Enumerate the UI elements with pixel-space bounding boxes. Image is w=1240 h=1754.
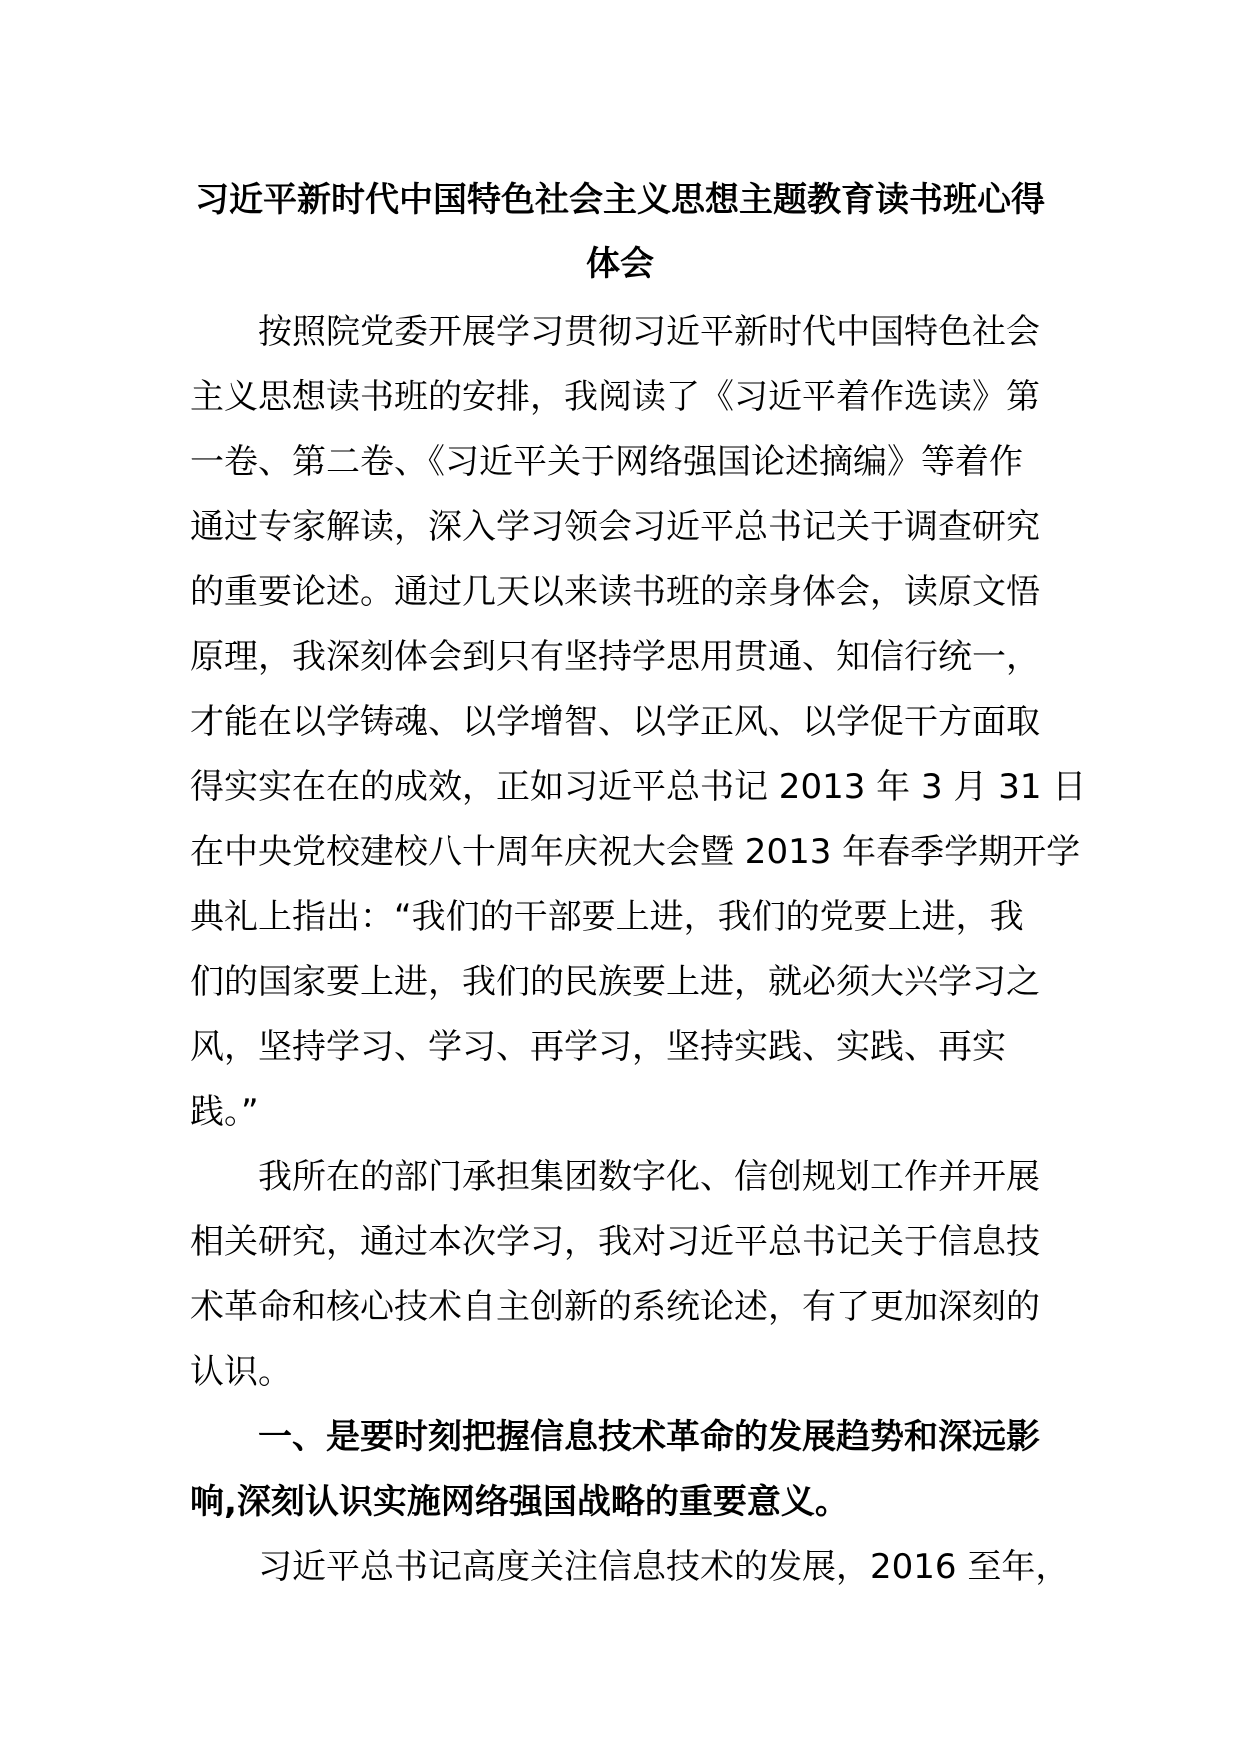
section-heading-line: 响,深刻认识实施网络强国战略的重要意义。 — [190, 1482, 849, 1522]
paragraph-line: 习近平总书记高度关注信息技术的发展，2016 至年， — [258, 1547, 1070, 1587]
paragraph-line: 认识。 — [190, 1352, 292, 1392]
paragraph-line: 典礼上指出：“我们的干部要上进，我们的党要上进，我 — [190, 897, 1024, 937]
paragraph-line: 得实实在在的成效，正如习近平总书记 2013 年 3 月 31 日 — [190, 767, 1087, 807]
paragraph-line: 在中央党校建校八十周年庆祝大会暨 2013 年春季学期开学 — [190, 832, 1081, 872]
paragraph-line: 风，坚持学习、学习、再学习，坚持实践、实践、再实 — [190, 1027, 1006, 1067]
paragraph-intro — [190, 300, 1087, 1145]
paragraph-line: 们的国家要上进，我们的民族要上进，就必须大兴学习之 — [190, 962, 1040, 1002]
document-title — [190, 168, 1050, 296]
section-heading-one — [190, 1405, 1060, 1535]
paragraph-line: 原理，我深刻体会到只有坚持学思用贯通、知信行统一， — [190, 637, 1040, 677]
paragraph-line: 通过专家解读，深入学习领会习近平总书记关于调查研究 — [190, 507, 1040, 547]
paragraph-line: 才能在以学铸魂、以学增智、以学正风、以学促干方面取 — [190, 702, 1040, 742]
paragraph-line: 我所在的部门承担集团数字化、信创规划工作并开展 — [258, 1157, 1040, 1197]
paragraph-line: 按照院党委开展学习贯彻习近平新时代中国特色社会 — [258, 312, 1040, 352]
title-line: 习近平新时代中国特色社会主义思想主题教育读书班心得 — [195, 180, 1045, 220]
paragraph-department — [190, 1145, 1060, 1405]
paragraph-line: 术革命和核心技术自主创新的系统论述，有了更加深刻的 — [190, 1287, 1040, 1327]
paragraph-line: 主义思想读书班的安排，我阅读了《习近平着作选读》第 — [190, 377, 1040, 417]
paragraph-line: 的重要论述。通过几天以来读书班的亲身体会，读原文悟 — [190, 572, 1040, 612]
title-line: 体会 — [586, 244, 654, 284]
paragraph-section-one — [190, 1535, 1070, 1600]
paragraph-line: 一卷、第二卷、《习近平关于网络强国论述摘编》等着作 — [190, 442, 1023, 482]
section-heading-line: 一、是要时刻把握信息技术革命的发展趋势和深远影 — [258, 1417, 1040, 1457]
paragraph-line: 相关研究，通过本次学习，我对习近平总书记关于信息技 — [190, 1222, 1040, 1262]
paragraph-line: 践。” — [190, 1092, 259, 1132]
